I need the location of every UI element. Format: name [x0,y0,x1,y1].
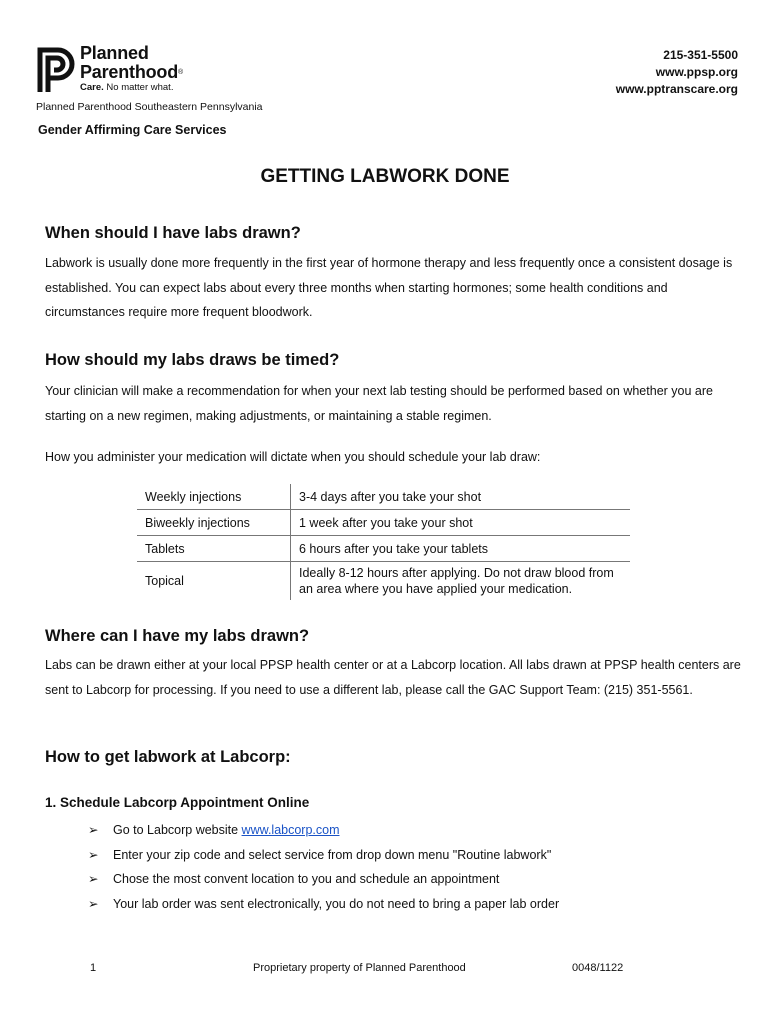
step-text: Enter your zip code and select service from drop down menu "Routine labwork" [113,847,552,862]
step-text: Your lab order was sent electronically, you do not need to bring a paper lab order [113,896,560,911]
list-item [88,867,559,892]
paragraph-when: Labwork is usually done more frequently in the first year of hormone therapy and less frequently once a consistent dosage is established. You can expect labs about every three months when starting hormones; some health conditions and circumstances require more frequent bloodwork. [45,256,733,319]
logo-tag-rest: No matter what. [103,82,174,93]
footer-doc-code: 0048/1122 [572,962,624,974]
registered-mark: ® [178,69,183,76]
logo-line1: Planned [80,43,149,63]
paragraph-schedule: How you administer your medication will dictate when you should schedule your lab draw: [45,450,541,464]
labcorp-link[interactable]: www.labcorp.com [241,823,340,837]
table-cell-method: Weekly injections [137,484,291,510]
heading-timed: How should my labs draws be timed? [45,351,340,369]
table-cell-method: Tablets [137,536,291,562]
logo-tagline [80,82,173,93]
planned-parenthood-logo [36,44,306,114]
step-text: Chose the most convent location to you and schedule an appointment [113,872,500,886]
logo-wordmark [80,44,183,82]
table-cell-timing: 1 week after you take your shot [291,510,631,536]
table-cell-timing: Ideally 8-12 hours after applying. Do not draw blood from an area where you have applied your medication. [291,562,631,601]
logo-affiliate: Planned Parenthood Southeastern Pennsylvania [36,101,263,113]
arrow-bullet-icon: ➢ [88,896,99,911]
logo-tag-bold: Care. [80,82,104,93]
arrow-bullet-icon: ➢ [88,872,99,886]
table-row [137,562,630,601]
table-cell-method: Biweekly injections [137,510,291,536]
contact-block [616,47,738,98]
list-item [88,843,559,868]
heading-where: Where can I have my labs drawn? [45,627,310,645]
footer-page-number: 1 [90,962,97,974]
contact-phone: 215-351-5500 [663,48,738,62]
paragraph-timed: Your clinician will make a recommendation for when your next lab testing should be performed based on whether you are starting on a new regimen, making adjustments, or maintaining a stable regimen. [45,384,713,423]
timing-table [137,484,630,600]
footer-proprietary: Proprietary property of Planned Parenthood [253,962,466,974]
contact-site1: www.ppsp.org [655,65,738,79]
arrow-bullet-icon: ➢ [88,847,99,862]
table-cell-method: Topical [137,562,291,601]
heading-how: How to get labwork at Labcorp: [45,748,291,766]
planned-parenthood-p-icon [36,44,76,94]
list-item [88,892,559,917]
steps-list [88,818,559,916]
service-label: Gender Affirming Care Services [38,123,227,137]
table-row [137,510,630,536]
table-row [137,536,630,562]
contact-site2: www.pptranscare.org [615,82,738,96]
step-text: Go to Labcorp website [113,823,242,837]
table-cell-timing: 6 hours after you take your tablets [291,536,631,562]
paragraph-where: Labs can be drawn either at your local PPSP health center or at a Labcorp location. All labs drawn at PPSP health centers are sent to Labcorp for processing. If you need to use a different lab, please call the GAC Support Team: (215) 351-5561. [45,658,741,697]
list-item [88,818,559,843]
page-title: GETTING LABWORK DONE [260,166,510,187]
table-cell-timing: 3-4 days after you take your shot [299,489,482,504]
arrow-bullet-icon: ➢ [88,823,99,837]
heading-when: When should I have labs drawn? [45,224,301,242]
logo-line2: Parenthood [80,62,179,82]
table-row [137,484,630,510]
step-heading: 1. Schedule Labcorp Appointment Online [45,795,310,810]
